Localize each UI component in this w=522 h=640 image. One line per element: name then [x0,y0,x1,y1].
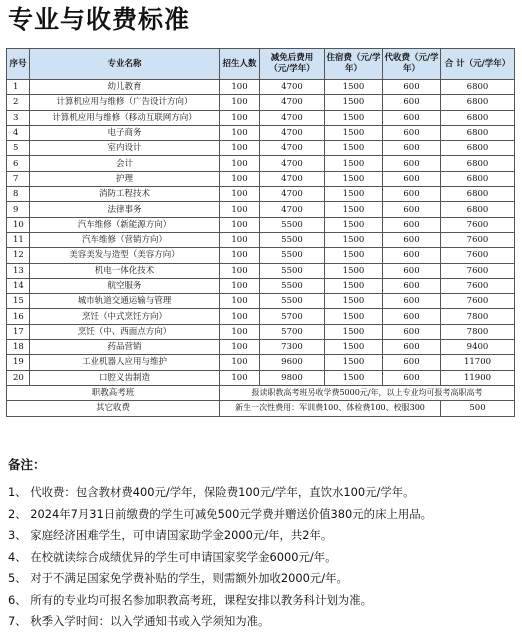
cell-seq: 12 [7,248,30,263]
cell-seq: 14 [7,278,30,293]
other-fees-label: 其它收费 [7,401,220,416]
cell-enrollment: 100 [220,263,260,278]
cell-enrollment: 100 [220,187,260,202]
cell-seq: 9 [7,202,30,217]
cell-agency: 600 [383,232,441,247]
cell-agency: 600 [383,187,441,202]
cell-dorm: 1500 [325,95,383,110]
cell-total: 11900 [441,370,515,385]
cell-seq: 4 [7,125,30,140]
cell-total: 11700 [441,355,515,370]
cell-total: 7800 [441,309,515,324]
cell-enrollment: 100 [220,340,260,355]
cell-seq: 20 [7,370,30,385]
cell-total: 6800 [441,202,515,217]
cell-tuition: 5500 [260,294,325,309]
cell-agency: 600 [383,95,441,110]
other-fees-row [7,401,515,416]
note-line: 2、 2024年7月31日前缴费的学生可减免500元学费并赠送价值380元的床上用品。 [8,506,433,521]
cell-dorm: 1500 [325,187,383,202]
table-row [7,309,515,324]
cell-agency: 600 [383,263,441,278]
cell-dorm: 1500 [325,125,383,140]
notes-section [8,456,518,633]
cell-seq: 13 [7,263,30,278]
cell-dorm: 1500 [325,309,383,324]
table-row [7,110,515,125]
cell-total: 7600 [441,248,515,263]
cell-total: 7800 [441,324,515,339]
cell-dorm: 1500 [325,340,383,355]
fee-table [6,48,515,417]
header-total: 合 计（元/学年） [441,49,515,80]
cell-agency: 600 [383,141,441,156]
cell-major: 美容美发与造型（美容方向） [30,248,220,263]
cell-major: 烹饪（中、西面点方向） [30,324,220,339]
cell-dorm: 1500 [325,263,383,278]
notes-heading: 备注： [8,457,46,472]
cell-total: 6800 [441,156,515,171]
cell-tuition: 4700 [260,95,325,110]
cell-major: 城市轨道交通运输与管理 [30,294,220,309]
cell-enrollment: 100 [220,95,260,110]
header-agency: 代收费（元/学年） [383,49,441,80]
table-row [7,141,515,156]
table-row [7,340,515,355]
cell-total: 7600 [441,294,515,309]
cell-tuition: 4700 [260,156,325,171]
cell-agency: 600 [383,248,441,263]
cell-seq: 6 [7,156,30,171]
cell-total: 6800 [441,80,515,95]
cell-seq: 7 [7,171,30,186]
cell-enrollment: 100 [220,80,260,95]
cell-enrollment: 100 [220,141,260,156]
cell-major: 法律事务 [30,202,220,217]
cell-major: 口腔义齿制造 [30,370,220,385]
cell-seq: 17 [7,324,30,339]
cell-dorm: 1500 [325,110,383,125]
cell-total: 9400 [441,340,515,355]
cell-agency: 600 [383,340,441,355]
cell-tuition: 5700 [260,324,325,339]
cell-agency: 600 [383,309,441,324]
cell-dorm: 1500 [325,156,383,171]
cell-tuition: 4700 [260,110,325,125]
cell-dorm: 1500 [325,278,383,293]
cell-seq: 3 [7,110,30,125]
table-row [7,294,515,309]
header-enrollment: 招生人数 [220,49,260,80]
cell-agency: 600 [383,110,441,125]
cell-tuition: 4700 [260,125,325,140]
cell-dorm: 1500 [325,217,383,232]
cell-dorm: 1500 [325,324,383,339]
cell-tuition: 4700 [260,171,325,186]
table-row [7,248,515,263]
cell-enrollment: 100 [220,171,260,186]
cell-total: 7600 [441,263,515,278]
cell-major: 计算机应用与维修（移动互联网方向） [30,110,220,125]
cell-tuition: 4700 [260,202,325,217]
cell-agency: 600 [383,324,441,339]
cell-tuition: 4700 [260,80,325,95]
cell-seq: 2 [7,95,30,110]
cell-agency: 600 [383,171,441,186]
cell-seq: 18 [7,340,30,355]
cell-agency: 600 [383,80,441,95]
exam-class-note: 报读职教高考班另收学费5000元/年，以上专业均可报考高职高考 [220,385,515,400]
other-fees-note: 新生一次性费用：军训费100、体检费100、校服300 [220,401,441,416]
cell-major: 烹饪（中式烹饪方向） [30,309,220,324]
cell-major: 护理 [30,171,220,186]
cell-enrollment: 100 [220,370,260,385]
exam-class-row [7,385,515,400]
cell-tuition: 5700 [260,309,325,324]
cell-total: 6800 [441,125,515,140]
cell-tuition: 9600 [260,355,325,370]
table-row [7,95,515,110]
header-seq: 序号 [7,49,30,80]
cell-major: 会计 [30,156,220,171]
cell-agency: 600 [383,125,441,140]
table-row [7,187,515,202]
cell-major: 航空服务 [30,278,220,293]
cell-seq: 11 [7,232,30,247]
cell-total: 7600 [441,278,515,293]
cell-seq: 15 [7,294,30,309]
note-line: 6、 所有的专业均可报名参加职教高考班，课程安排以教务科计划为准。 [8,592,372,607]
cell-enrollment: 100 [220,217,260,232]
cell-major: 电子商务 [30,125,220,140]
cell-enrollment: 100 [220,355,260,370]
cell-seq: 5 [7,141,30,156]
cell-tuition: 4700 [260,187,325,202]
cell-dorm: 1500 [325,232,383,247]
cell-total: 6800 [441,171,515,186]
other-fees-total: 500 [441,401,515,416]
cell-agency: 600 [383,202,441,217]
header-major: 专业名称 [30,49,220,80]
cell-tuition: 5500 [260,278,325,293]
table-row [7,156,515,171]
table-row [7,278,515,293]
cell-tuition: 4700 [260,141,325,156]
cell-dorm: 1500 [325,171,383,186]
table-row [7,80,515,95]
cell-major: 汽车维修（营销方向） [30,232,220,247]
table-header-row [7,49,515,80]
cell-seq: 10 [7,217,30,232]
cell-agency: 600 [383,370,441,385]
cell-enrollment: 100 [220,309,260,324]
table-row [7,171,515,186]
cell-seq: 1 [7,80,30,95]
cell-enrollment: 100 [220,202,260,217]
cell-major: 汽车维修（新能源方向） [30,217,220,232]
cell-agency: 600 [383,278,441,293]
cell-seq: 19 [7,355,30,370]
cell-enrollment: 100 [220,278,260,293]
cell-major: 室内设计 [30,141,220,156]
cell-enrollment: 100 [220,156,260,171]
cell-dorm: 1500 [325,141,383,156]
table-row [7,202,515,217]
cell-seq: 8 [7,187,30,202]
cell-enrollment: 100 [220,324,260,339]
cell-dorm: 1500 [325,202,383,217]
cell-total: 6800 [441,187,515,202]
cell-tuition: 7300 [260,340,325,355]
page-title: 专业与收费标准 [8,5,191,34]
cell-major: 幼儿教育 [30,80,220,95]
note-line: 1、 代收费：包含教材费400元/学年，保险费100元/学年，直饮水100元/学年。 [8,485,415,499]
cell-enrollment: 100 [220,248,260,263]
cell-major: 药品营销 [30,340,220,355]
cell-dorm: 1500 [325,370,383,385]
note-line: 5、 对于不满足国家免学费补贴的学生，则需额外加收2000元/年。 [8,571,348,585]
cell-seq: 16 [7,309,30,324]
cell-dorm: 1500 [325,355,383,370]
cell-dorm: 1500 [325,294,383,309]
cell-agency: 600 [383,355,441,370]
table-row [7,263,515,278]
cell-tuition: 9800 [260,370,325,385]
cell-total: 6800 [441,95,515,110]
cell-dorm: 1500 [325,248,383,263]
table-row [7,232,515,247]
cell-major: 消防工程技术 [30,187,220,202]
cell-enrollment: 100 [220,125,260,140]
header-dorm: 住宿费（元/学年） [325,49,383,80]
cell-enrollment: 100 [220,110,260,125]
cell-major: 工业机器人应用与维护 [30,355,220,370]
cell-major: 计算机应用与维修（广告设计方向） [30,95,220,110]
cell-total: 6800 [441,141,515,156]
cell-agency: 600 [383,294,441,309]
cell-tuition: 5500 [260,263,325,278]
note-line: 4、 在校就读综合成绩优异的学生可申请国家奖学金6000元/年。 [8,549,337,564]
header-tuition: 减免后费用（元/学年） [260,49,325,80]
cell-major: 机电一体化技术 [30,263,220,278]
cell-dorm: 1500 [325,80,383,95]
cell-agency: 600 [383,217,441,232]
cell-agency: 600 [383,156,441,171]
note-line: 3、 家庭经济困难学生，可申请国家助学金2000元/年，共2年。 [8,528,333,542]
table-row [7,125,515,140]
cell-enrollment: 100 [220,294,260,309]
table-row [7,324,515,339]
table-row [7,355,515,370]
exam-class-label: 职教高考班 [7,385,220,400]
cell-enrollment: 100 [220,232,260,247]
cell-total: 7600 [441,232,515,247]
cell-tuition: 5500 [260,248,325,263]
table-row [7,370,515,385]
cell-tuition: 5500 [260,232,325,247]
note-line: 7、 秋季入学时间：以入学通知书或入学须知为准。 [8,614,270,628]
cell-total: 7600 [441,217,515,232]
cell-tuition: 5500 [260,217,325,232]
cell-total: 6800 [441,110,515,125]
table-row [7,217,515,232]
